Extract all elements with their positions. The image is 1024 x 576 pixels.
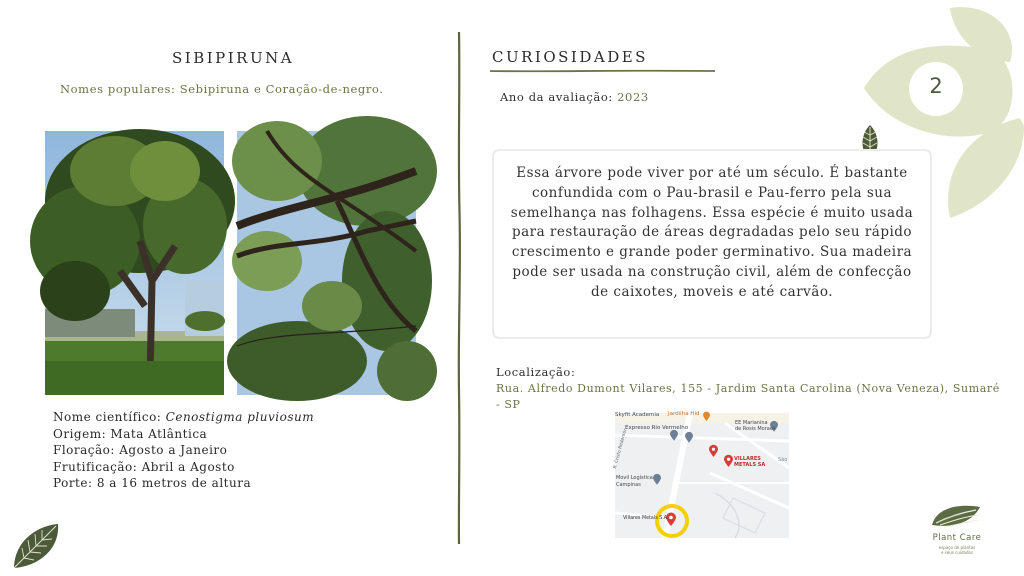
size: Porte: 8 a 16 metros de altura: [53, 476, 252, 490]
flowering: Floração: Agosto a Janeiro: [53, 443, 228, 457]
map-label-school: EE Marianina de Rosis Moraes: [735, 420, 776, 432]
description-card: [492, 149, 932, 339]
map-poi-icon[interactable]: [685, 432, 693, 443]
tree-photo-1: [45, 131, 224, 395]
column-divider: [455, 32, 463, 544]
scientific-name: Nome científico: Cenostigma pluviosum: [53, 410, 315, 424]
map-label-top-place: Jardilha Hid: [668, 411, 700, 417]
location-address: Rua. Alfredo Dumont Vilares, 155 - Jardim Santa Carolina (Nova Veneza), Sumaré - SP: [496, 382, 1000, 411]
origin: Origem: Mata Atlântica: [53, 426, 208, 441]
map-poi-icon[interactable]: [670, 430, 678, 441]
location-label: Localização:: [496, 365, 576, 379]
map-label-expresso: Expresso Rio Vermelho: [625, 425, 689, 431]
map-pin-villares-icon[interactable]: [724, 455, 733, 467]
species-title: SIBIPIRUNA: [172, 49, 295, 67]
title-underline: [490, 68, 715, 74]
map-label-selected: Villares Metals S.A.: [623, 516, 669, 521]
map-label-sao: São: [778, 457, 788, 463]
page-number: 2: [929, 74, 943, 98]
map-label-academia: Skyfit Academia: [615, 412, 660, 418]
brand-logo-icon: [930, 503, 982, 531]
tree-photo-2: [237, 131, 416, 395]
brand-name: Plant Care: [932, 533, 982, 543]
leaf-decoration-icon: [10, 522, 62, 570]
location-map[interactable]: [615, 413, 789, 538]
map-label-street: R. Cristo Redentor: [613, 428, 629, 470]
map-label-villares: VILLARES METALS SA: [734, 456, 766, 468]
popular-names: Nomes populares: Sebipiruna e Coração-de-negro.: [60, 82, 384, 96]
brand-tagline: espaço de plantas e seus cuidados: [938, 545, 976, 555]
description-text: Essa árvore pode viver por até um século. É bastante confundida com o Pau-brasil e Pau-ferro pela sua semelhança nas folhagens. Essa espécie é muito usada para restauração de áreas degradadas pelo seu rápido crescimento e grande poder germinativo. Sua madeira pode ser usada na construção civil, além de confecção de caixotes, moveis e até carvão.: [510, 165, 914, 300]
map-poi-icon[interactable]: [703, 412, 710, 421]
fruiting: Frutificação: Abril a Agosto: [53, 459, 235, 474]
map-label-movil: Movil Logística Campinas: [616, 475, 653, 488]
map-pin-icon[interactable]: [709, 445, 718, 457]
evaluation-year: Ano da avaliação: 2023: [500, 90, 649, 104]
curiosities-title: CURIOSIDADES: [492, 48, 648, 66]
map-poi-icon[interactable]: [653, 474, 661, 485]
species-facts: [53, 409, 383, 492]
